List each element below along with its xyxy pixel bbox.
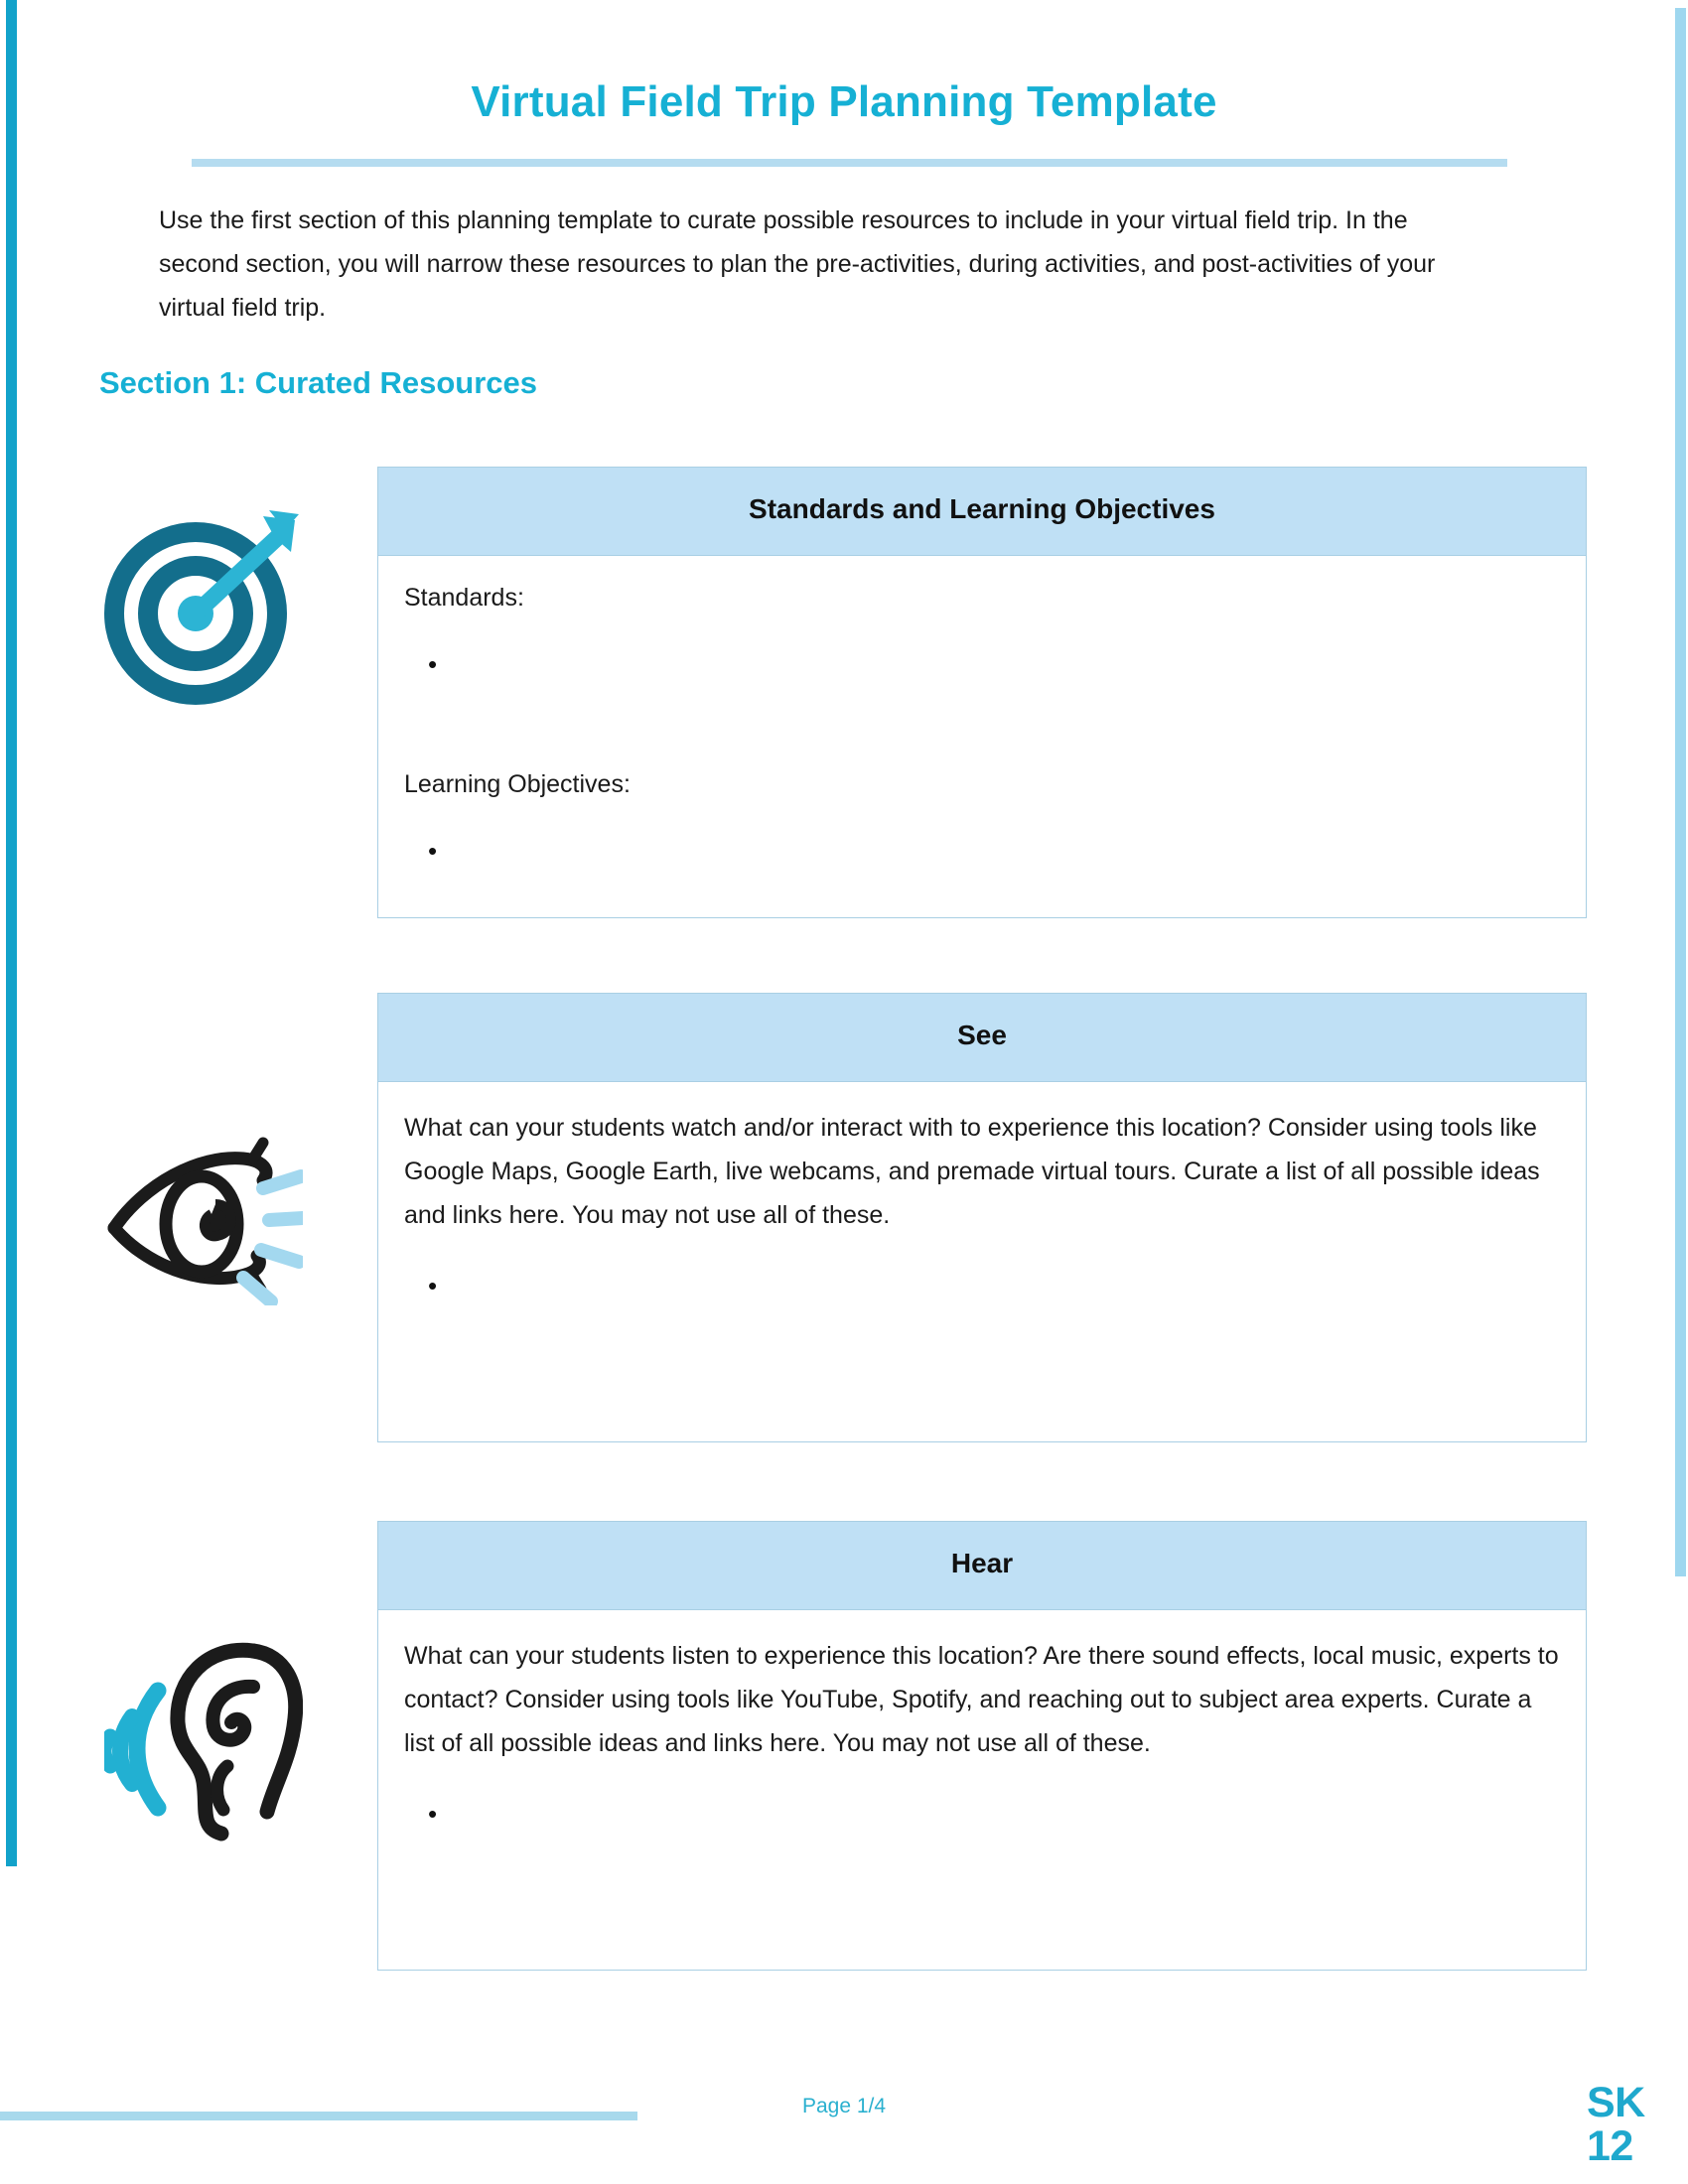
hear-table-body[interactable] bbox=[378, 1610, 1586, 1970]
standards-table bbox=[377, 467, 1587, 918]
spacer bbox=[404, 649, 1560, 766]
spacer bbox=[404, 615, 1560, 649]
spacer bbox=[404, 1237, 1560, 1271]
spacer bbox=[404, 836, 1560, 891]
spacer bbox=[404, 1765, 1560, 1799]
hear-description: What can your students listen to experience this location? Are there sound effects, local music, experts to contact? Consider using tools like YouTube, Spotify, and reaching out to subject area experts. Curate a list of all possible ideas and links here. You may not use all of these. bbox=[404, 1642, 1559, 1757]
intro-paragraph: Use the first section of this planning template to curate possible resources to include in your virtual field trip. In the second section, you will narrow these resources to plan the pre-activities, during activities, and post-activities of your virtual field trip. bbox=[159, 206, 1436, 322]
sk12-logo bbox=[1587, 2081, 1645, 2168]
standards-table-header: Standards and Learning Objectives bbox=[378, 468, 1586, 556]
page-number: Page 1/4 bbox=[801, 2095, 887, 2117]
right-edge-accent-bar bbox=[1675, 8, 1686, 1576]
learning-objectives-label: Learning Objectives: bbox=[404, 770, 631, 798]
title-divider bbox=[192, 159, 1507, 167]
see-description: What can your students watch and/or interact with to experience this location? Consider using tools like Google Maps, Google Earth, live webcams, and premade virtual tours. Curate a list of all possible ideas and links here. You may not use all of these. bbox=[404, 1114, 1540, 1229]
section-1-heading: Section 1: Curated Resources bbox=[99, 365, 538, 400]
eye-icon bbox=[89, 1122, 318, 1320]
ear-icon bbox=[89, 1630, 318, 1848]
spacer bbox=[404, 802, 1560, 836]
see-table bbox=[377, 993, 1587, 1442]
standards-label: Standards: bbox=[404, 584, 524, 612]
see-table-body[interactable] bbox=[378, 1082, 1586, 1441]
spacer bbox=[404, 1799, 1560, 1944]
sk12-logo-line-1: SK bbox=[1587, 2079, 1645, 2126]
hear-table bbox=[377, 1521, 1587, 1971]
page-title: Virtual Field Trip Planning Template bbox=[471, 77, 1217, 126]
target-icon bbox=[89, 496, 318, 715]
hear-table-header: Hear bbox=[378, 1522, 1586, 1610]
standards-table-body[interactable] bbox=[378, 556, 1586, 917]
spacer bbox=[404, 1271, 1560, 1416]
see-table-header: See bbox=[378, 994, 1586, 1082]
left-edge-accent-bar bbox=[6, 0, 17, 1866]
sk12-logo-line-2: 12 bbox=[1587, 2122, 1633, 2170]
